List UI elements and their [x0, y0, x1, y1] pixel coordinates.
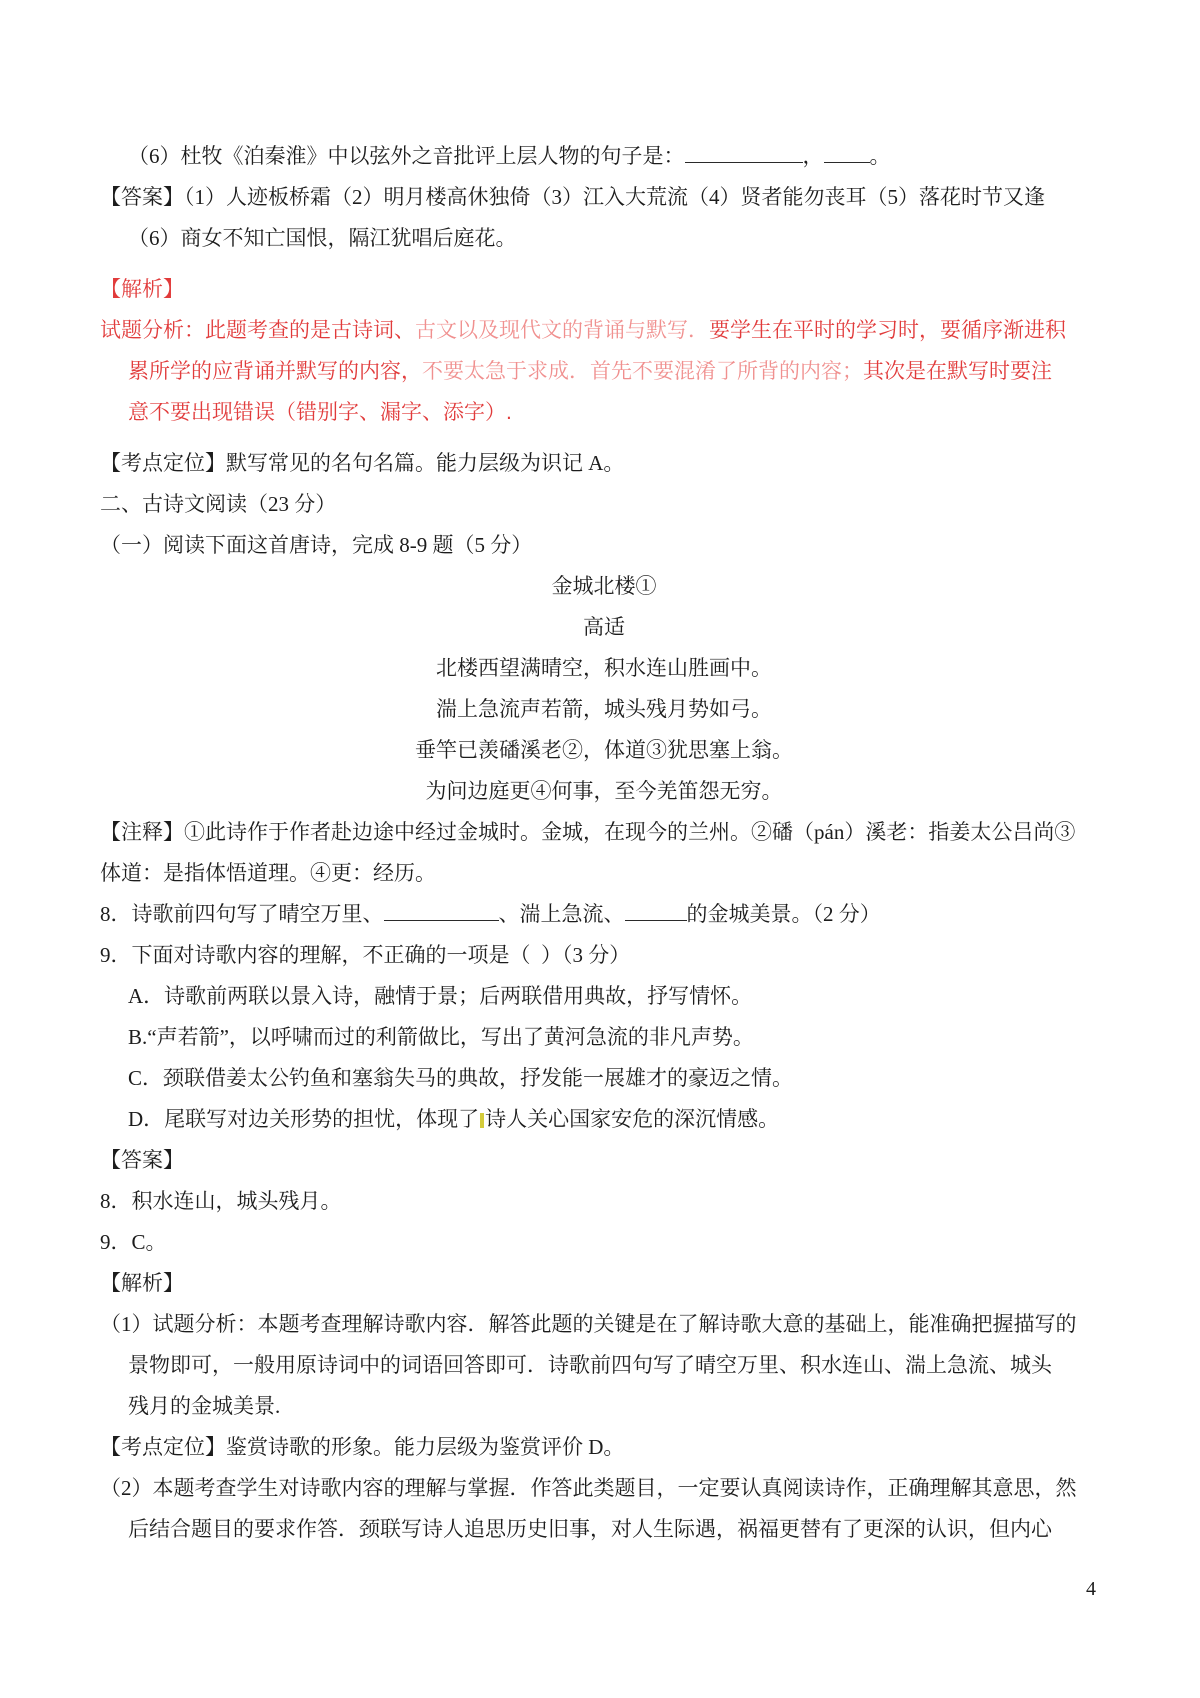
text-segment: 【考点定位】默写常见的名句名篇。能力层级为识记 A。 [100, 451, 625, 475]
text-segment: 8．诗歌前四句写了晴空万里、 [100, 902, 384, 926]
text-segment: 的金城美景。（2 分） [686, 902, 881, 926]
text-segment: 金城北楼① [551, 574, 657, 598]
analysis-header [100, 269, 1108, 310]
text-segment: 景物即可，一般用原诗词中的词语回答即可．诗歌前四句写了晴空万里、积水连山、湍上急流、城头 [128, 1353, 1052, 1377]
text-segment: 古文以及现代文的背诵与默写． [415, 319, 709, 342]
notes-line-2 [100, 853, 1108, 894]
text-segment: 诗人关心国家安危的深沉情感。 [485, 1107, 780, 1131]
text-segment: 垂竿已羡磻溪老②，体道③犹思塞上翁。 [415, 738, 793, 762]
text-segment: 9．下面对诗歌内容的理解，不正确的一项是（ ）（3 分） [100, 943, 631, 967]
poem-title [100, 566, 1108, 607]
answer-9 [100, 1222, 1108, 1263]
answer-header-line [100, 177, 1108, 218]
notes-line-1 [100, 812, 1108, 853]
analysis-line-2 [100, 351, 1108, 392]
text-segment: C．颈联借姜太公钓鱼和塞翁失马的典故，抒发能一展雄才的豪迈之情。 [128, 1066, 794, 1090]
text-segment: 后结合题目的要求作答．颈联写诗人追思历史旧事，对人生际遇，祸福更替有了更深的认识，但内心 [128, 1517, 1052, 1541]
answer-8 [100, 1181, 1108, 1222]
text-segment: 湍上急流声若箭，城头残月势如弓。 [436, 697, 772, 721]
text-segment: 【答案】（1）人迹板桥霜（2）明月楼高休独倚（3）江入大荒流（4）贤者能勿丧耳（5）落花时节又逢 [100, 185, 1045, 209]
poem-line-4 [100, 771, 1108, 812]
blank-underline [685, 143, 803, 163]
text-segment: 二、古诗文阅读（23 分） [100, 492, 337, 516]
subsection-1-heading [100, 525, 1108, 566]
page-number: 4 [1086, 1578, 1096, 1600]
answer-header-2 [100, 1140, 1108, 1181]
analysis2-line-3 [100, 1386, 1108, 1427]
text-segment: （6）杜牧《泊秦淮》中以弦外之音批评上层人物的句子是： [128, 144, 685, 168]
question-8 [100, 894, 1108, 935]
text-segment: D．尾联写对边关形势的担忧，体现了 [128, 1107, 480, 1131]
text-segment: A．诗歌前两联以景入诗，融情于景；后两联借用典故，抒写情怀。 [128, 984, 753, 1008]
blank-underline [824, 143, 870, 163]
analysis3-line-1 [100, 1468, 1108, 1509]
text-segment: （1）试题分析：本题考查理解诗歌内容．解答此题的关键是在了解诗歌大意的基础上，能准确把握描写的 [100, 1312, 1077, 1336]
text-segment: （一）阅读下面这首唐诗，完成 8-9 题（5 分） [100, 533, 533, 557]
text-segment: 试题分析：此题考查的是古诗词、 [100, 319, 415, 342]
text-segment: B.“声若箭”，以呼啸而过的利箭做比，写出了黄河急流的非凡声势。 [128, 1025, 754, 1049]
option-d [100, 1099, 1108, 1140]
analysis2-line-1 [100, 1304, 1108, 1345]
text-segment: 残月的金城美景. [128, 1394, 281, 1418]
option-c [100, 1058, 1108, 1099]
text-segment: 不要太急于求成．首先不要混淆了所背的内容； [422, 360, 863, 383]
analysis-line-3 [100, 392, 1108, 433]
text-segment: 北楼西望满晴空，积水连山胜画中。 [436, 656, 772, 680]
text-segment: 。 [869, 144, 891, 168]
poem-line-1 [100, 648, 1108, 689]
blank-underline [625, 901, 687, 921]
question-6-prompt [100, 136, 1108, 177]
text-cursor [480, 1113, 484, 1128]
text-segment: 【考点定位】鉴赏诗歌的形象。能力层级为鉴赏评价 D。 [100, 1435, 625, 1459]
text-segment: 【解析】 [100, 278, 184, 301]
text-segment: 其次是在默写时要注 [863, 360, 1052, 383]
text-segment: （6）商女不知亡国恨，隔江犹唱后庭花。 [128, 226, 517, 250]
exam-point-location-2 [100, 1427, 1108, 1468]
text-segment: 高适 [583, 615, 625, 639]
analysis3-line-2 [100, 1509, 1108, 1550]
analysis2-line-2 [100, 1345, 1108, 1386]
text-segment: 要学生在平时的学习时，要循序渐进积 [709, 319, 1066, 342]
text-segment: 为问边庭更④何事，至今羌笛怨无穷。 [425, 779, 783, 803]
poem-author [100, 607, 1108, 648]
poem-line-2 [100, 689, 1108, 730]
option-b [100, 1017, 1108, 1058]
text-segment: 累所学的应背诵并默写的内容， [128, 360, 422, 383]
poem-line-3 [100, 730, 1108, 771]
text-segment: 【解析】 [100, 1271, 184, 1295]
text-segment: （2）本题考查学生对诗歌内容的理解与掌握．作答此类题目，一定要认真阅读诗作，正确理解其意思，然 [100, 1476, 1077, 1500]
blank-underline [384, 901, 499, 921]
analysis-header-2 [100, 1263, 1108, 1304]
text-segment: 意不要出现错误（错别字、漏字、添字）. [128, 401, 512, 424]
text-segment: 【答案】 [100, 1148, 184, 1172]
option-a [100, 976, 1108, 1017]
text-segment: 8．积水连山，城头残月。 [100, 1189, 342, 1213]
text-segment: ， [802, 144, 824, 168]
text-segment: 9．C。 [100, 1230, 167, 1254]
text-segment: 【注释】①此诗作于作者赴边途中经过金城时。金城，在现今的兰州。②磻（pán）溪老：指姜太公吕尚③ [100, 820, 1076, 844]
question-9 [100, 935, 1108, 976]
text-segment: 体道：是指体悟道理。④更：经历。 [100, 861, 436, 885]
analysis-line-1 [100, 310, 1108, 351]
text-segment: 、湍上急流、 [498, 902, 625, 926]
answer-continuation [100, 218, 1108, 259]
exam-point-location-1 [100, 443, 1108, 484]
section-2-heading [100, 484, 1108, 525]
